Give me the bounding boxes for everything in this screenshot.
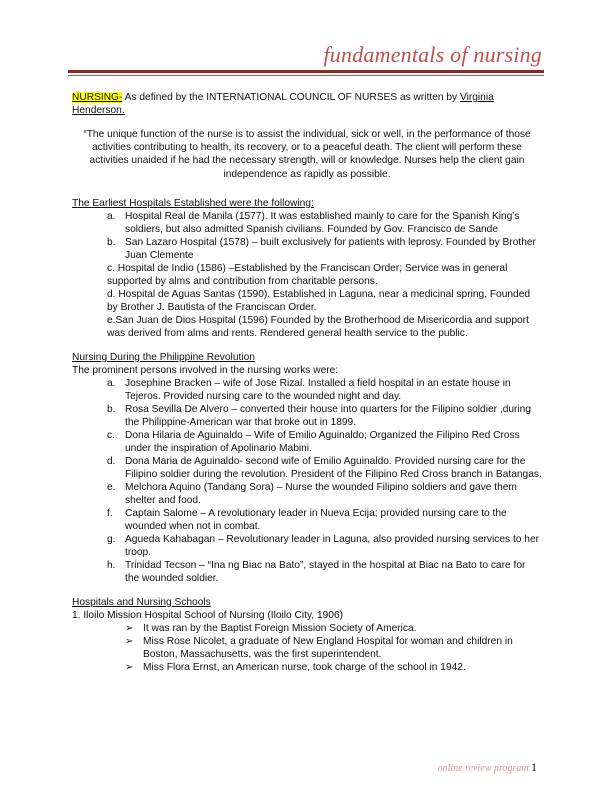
list-item-text: It was ran by the Baptist Foreign Mission Society of America. [143,622,417,634]
list-item-text: Trinidad Tecson – “Ina ng Biac na Bato”, stayed in the hospital at Biac na Bato to care for the wounded soldier. [125,559,526,584]
revolution-lead: The prominent persons involved in the nursing works were: [72,364,339,376]
list-item [72,481,542,507]
header-rule-thick [68,70,544,73]
arrow-bullet-icon: ➢ [125,661,134,673]
section-title-earliest-hospitals: The Earliest Hospitals Established were the following: [72,197,314,209]
list-item [72,559,542,585]
list-marker: c. [107,429,115,441]
list-item-text: Agueda Kahabagan – Revolutionary leader in Laguna, also provided nursing services to her troop. [125,533,540,558]
arrow-bullet-icon: ➢ [125,635,134,647]
list-item-text: Josephine Bracken – wife of Jose Rizal. Installed a field hospital in an estate house in Tejeros. Provided nursing care to the wounded night and day. [125,377,511,402]
nursing-term: NURSING- [72,92,123,103]
list-item-text: Hospital Real de Manila (1577). It was established mainly to care for the Spanish King’s soldiers, but also admitted Spanish civilians. Founded by Gov. Francisco de Sande [125,210,520,235]
list-marker: h. [107,559,116,571]
author-name: Virginia Henderson. [72,92,494,116]
school-entry: 1. Iloilo Mission Hospital School of Nursing (Iloilo City, 1906) [72,609,344,621]
list-item-text: San Lazaro Hospital (1578) – built exclusively for patients with leprosy. Founded by Brother Juan Clemente [125,236,536,261]
list-item-text: Miss Rose Nicolet, a graduate of New England Hospital for woman and children in Boston, Massachusetts, was the first superintendent. [143,635,513,660]
list-marker: a. [107,377,116,389]
footer-text: online review program [437,763,529,774]
hospital-entry: d. Hospital de Aguas Santas (1590). Established in Laguna, near a medicinal spring, Founded by Brother J. Bautista of the Franciscan Order. [107,288,531,313]
list-marker: e. [107,481,116,493]
list-marker: a. [107,210,116,222]
hospital-entry: c. Hospital de Indio (1586) –Established by the Franciscan Order; Service was in general supported by alms and contribution from charitable persons. [107,262,508,287]
header-rule-thin [68,75,544,76]
list-item [72,377,542,403]
school-details-list [72,622,542,674]
list-item [72,455,542,481]
list-item-text: Dona Maria de Aguinaldo- second wife of Emilio Aguinaldo. Provided nursing care for the Filipino soldier during the revolution. President of the Filipino Red Cross branch in Batangas. [125,455,542,480]
intro-paragraph [72,91,542,117]
list-marker: f. [107,507,113,519]
list-item [72,429,542,455]
list-item [72,210,542,236]
list-marker: g. [107,533,116,545]
intro-text: As defined by the INTERNATIONAL COUNCIL OF NURSES as written by [122,92,460,103]
list-item-text: Melchora Aquino (Tandang Sora) – Nurse the wounded Filipino soldiers and gave them shelter and food. [125,481,517,506]
list-item [72,661,542,674]
page-number: 1 [531,760,537,774]
document-body [72,91,542,674]
revolution-persons-list [72,377,542,585]
list-item [72,533,542,559]
page-footer [438,760,537,775]
arrow-bullet-icon: ➢ [125,622,134,634]
list-marker: d. [107,455,116,467]
list-item [72,403,542,429]
list-item [72,622,542,635]
list-marker: b. [107,236,116,248]
list-item-text: Miss Flora Ernst, an American nurse, took charge of the school in 1942. [143,661,466,673]
list-item-text: Rosa Sevilla De Alvero – converted their house into quarters for the Filipino soldier ,during the Philippine-American war that broke out in 1899. [125,403,532,428]
list-item [72,635,542,661]
list-marker: b. [107,403,116,415]
section-title-revolution: Nursing During the Philippine Revolution [72,351,255,363]
list-item-text: Captain Salome – A revolutionary leader in Nueva Ecija; provided nursing care to the wounded when not in combat. [125,507,507,532]
hospital-entry: e.San Juan de Dios Hospital (1596) Founded by the Brotherhood de Misericordia and support was derived from alms and rents. Rendered general health service to the public. [107,314,529,339]
earliest-hospitals-list [72,210,542,262]
list-item [72,236,542,262]
definition-quote: “The unique function of the nurse is to assist the individual, sick or well, in the performance of those activities contributing to health, its recovery, or to a peaceful death. The client will perform these activities unaided if he had the necessary strength, will or knowledge. Nurses help the client gain independence as rapidly as possible. [83,129,531,180]
section-title-schools: Hospitals and Nursing Schools [72,596,211,608]
list-item-text: Dona Hilaria de Aguinaldo – Wife of Emilio Aguinaldo; Organized the Filipino Red Cross under the inspiration of Apolinario Mabini. [125,429,520,454]
list-item [72,507,542,533]
running-header-title: fundamentals of nursing [323,42,542,67]
